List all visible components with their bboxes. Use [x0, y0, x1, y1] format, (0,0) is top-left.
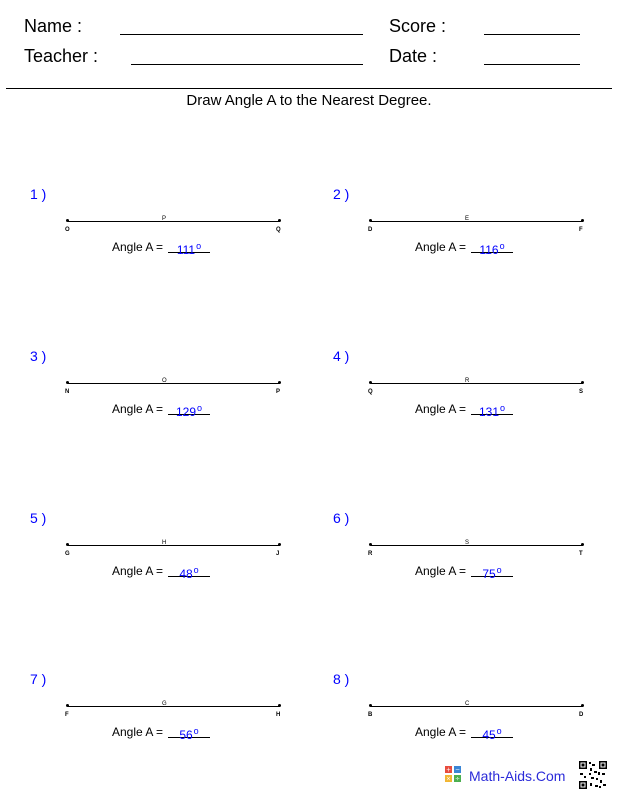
angle-label: Angle A = — [415, 725, 467, 739]
angle-label: Angle A = — [415, 402, 467, 416]
middle-point-label: R — [465, 378, 470, 384]
angle-label: Angle A = — [112, 564, 164, 578]
left-point-label: F — [65, 712, 69, 718]
svg-text:−: − — [454, 766, 461, 774]
problem-8 — [333, 671, 618, 761]
left-endpoint-dot — [66, 381, 69, 384]
left-endpoint-dot — [66, 543, 69, 546]
answer-field[interactable] — [471, 560, 513, 581]
middle-point-label: E — [465, 216, 470, 222]
problem-2 — [333, 186, 618, 276]
left-endpoint-dot — [369, 381, 372, 384]
line-segment — [68, 221, 280, 222]
degree-symbol: o — [496, 726, 502, 736]
problem-5 — [30, 510, 330, 600]
angle-label: Angle A = — [415, 240, 467, 254]
line-segment — [371, 383, 583, 384]
problem-4 — [333, 348, 618, 438]
teacher-label: Teacher : — [24, 46, 99, 66]
problem-number: 8 ) — [333, 671, 350, 687]
left-endpoint-dot — [369, 219, 372, 222]
instructions: Draw Angle A to the Nearest Degree. — [186, 92, 432, 109]
right-point-label: S — [579, 389, 584, 395]
answer-value: 45 — [482, 728, 496, 742]
right-endpoint-dot — [581, 381, 584, 384]
problem-number: 4 ) — [333, 348, 350, 364]
problem-number: 6 ) — [333, 510, 350, 526]
answer-field[interactable] — [168, 236, 210, 257]
degree-symbol: o — [193, 565, 199, 575]
left-point-label: N — [65, 389, 70, 395]
header-divider — [6, 88, 612, 89]
angle-label: Angle A = — [112, 725, 164, 739]
name-field-line[interactable] — [120, 34, 363, 35]
angle-label: Angle A = — [415, 564, 467, 578]
svg-text:÷: ÷ — [454, 775, 461, 782]
right-endpoint-dot — [278, 381, 281, 384]
answer-value: 131 — [478, 405, 499, 419]
line-segment — [68, 383, 280, 384]
answer-value: 116 — [479, 243, 499, 257]
right-endpoint-dot — [278, 219, 281, 222]
right-endpoint-dot — [581, 543, 584, 546]
left-point-label: O — [65, 227, 70, 233]
answer-value: 111 — [176, 243, 196, 257]
degree-symbol: o — [197, 403, 203, 413]
name-label: Name : — [24, 16, 83, 36]
answer-field[interactable] — [168, 398, 210, 419]
left-point-label: D — [368, 227, 373, 233]
answer-field[interactable] — [168, 721, 210, 742]
left-point-label: Q — [368, 389, 373, 395]
answer-field[interactable] — [471, 398, 513, 419]
problem-number: 5 ) — [30, 510, 47, 526]
date-field-line[interactable] — [484, 64, 580, 65]
answer-field[interactable] — [168, 560, 210, 581]
line-segment — [371, 706, 583, 707]
middle-point-label: G — [162, 701, 167, 707]
answer-value: 48 — [179, 567, 193, 581]
site-name[interactable]: Math-Aids.Com — [469, 768, 566, 784]
right-point-label: F — [579, 227, 583, 233]
line-segment — [68, 706, 280, 707]
right-point-label: H — [276, 712, 281, 718]
degree-symbol: o — [496, 565, 502, 575]
problem-1 — [30, 186, 330, 276]
problem-number: 7 ) — [30, 671, 47, 687]
problem-7 — [30, 671, 330, 761]
line-segment — [68, 545, 280, 546]
left-point-label: R — [368, 551, 373, 557]
angle-label: Angle A = — [112, 240, 164, 254]
right-point-label: J — [276, 551, 280, 557]
teacher-field-line[interactable] — [131, 64, 363, 65]
answer-value: 129 — [175, 405, 196, 419]
date-label: Date : — [389, 46, 438, 66]
right-endpoint-dot — [278, 543, 281, 546]
right-point-label: Q — [276, 227, 281, 233]
right-endpoint-dot — [278, 704, 281, 707]
degree-symbol: o — [500, 403, 506, 413]
qr-code-icon — [578, 760, 608, 790]
left-endpoint-dot — [369, 543, 372, 546]
degree-symbol: o — [193, 726, 199, 736]
problem-number: 1 ) — [30, 186, 47, 202]
middle-point-label: S — [465, 540, 470, 546]
degree-symbol: o — [499, 241, 505, 251]
problem-6 — [333, 510, 618, 600]
answer-field[interactable] — [471, 721, 513, 742]
left-point-label: B — [368, 712, 373, 718]
right-point-label: P — [276, 389, 281, 395]
middle-point-label: C — [465, 701, 470, 707]
line-segment — [371, 221, 583, 222]
left-point-label: G — [65, 551, 70, 557]
problem-number: 2 ) — [333, 186, 350, 202]
svg-text:+: + — [445, 766, 452, 774]
line-segment — [371, 545, 583, 546]
right-point-label: T — [579, 551, 583, 557]
angle-label: Angle A = — [112, 402, 164, 416]
right-endpoint-dot — [581, 219, 584, 222]
problem-3 — [30, 348, 330, 438]
math-aids-logo-icon — [445, 766, 461, 782]
answer-field[interactable] — [471, 236, 513, 257]
right-point-label: D — [579, 712, 584, 718]
left-endpoint-dot — [369, 704, 372, 707]
svg-text:×: × — [445, 775, 452, 782]
middle-point-label: O — [162, 378, 167, 384]
left-endpoint-dot — [66, 219, 69, 222]
problem-number: 3 ) — [30, 348, 47, 364]
middle-point-label: P — [162, 216, 167, 222]
left-endpoint-dot — [66, 704, 69, 707]
answer-value: 56 — [179, 728, 193, 742]
right-endpoint-dot — [581, 704, 584, 707]
degree-symbol: o — [196, 241, 202, 251]
answer-value: 75 — [482, 567, 496, 581]
score-label: Score : — [389, 16, 447, 36]
score-field-line[interactable] — [484, 34, 580, 35]
middle-point-label: H — [162, 540, 167, 546]
